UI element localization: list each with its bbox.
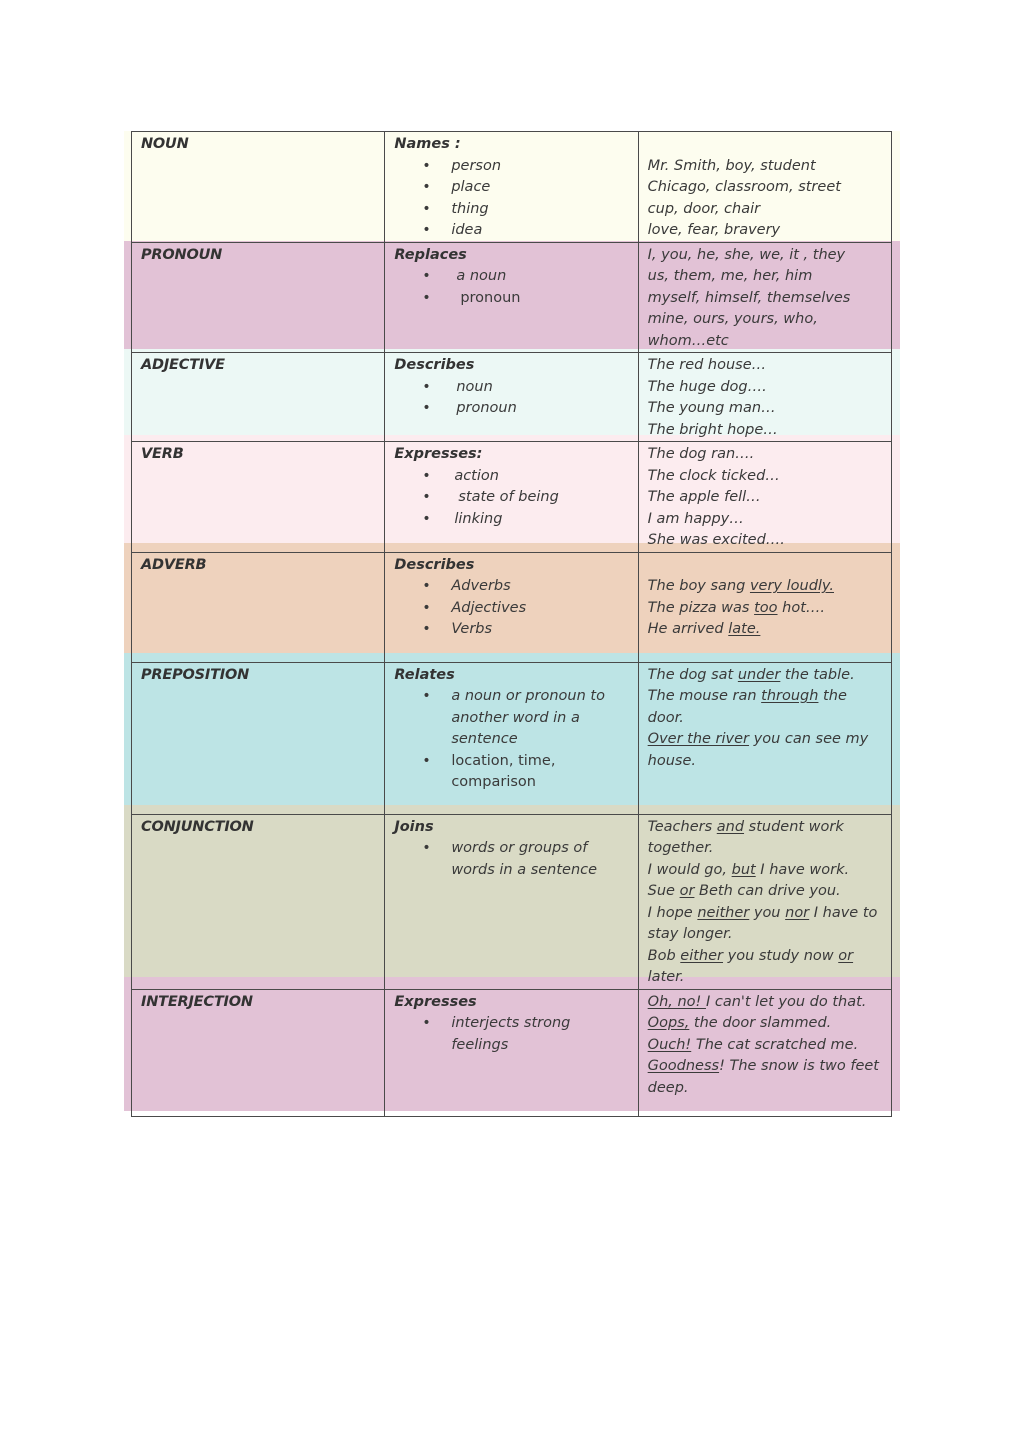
function-cell: [385, 353, 638, 442]
function-cell: [385, 662, 638, 814]
examples-cell: [638, 442, 891, 553]
example-line: us, them, me, her, him: [647, 268, 813, 284]
examples-cell: [638, 814, 891, 989]
list-item: • pronoun: [394, 398, 629, 420]
examples-cell: [638, 662, 891, 814]
example-line: Over the river you can see my house.: [647, 731, 869, 769]
function-list: [394, 466, 629, 531]
example-line: cup, door, chair: [647, 200, 761, 217]
function-cell: [385, 132, 638, 243]
example-line: The clock ticked…: [647, 467, 780, 484]
function-label: Expresses: [394, 993, 477, 1010]
example-line: The bright hope…: [647, 421, 778, 438]
example-line: [648, 555, 883, 577]
list-item: • state of being: [394, 487, 629, 509]
list-item: • a noun: [394, 266, 629, 288]
function-list: [394, 576, 629, 641]
example-line: Ouch! The cat scratched me.: [647, 1036, 859, 1053]
example-line: I am happy…: [647, 510, 744, 527]
example-line: Mr. Smith, boy, student: [647, 157, 816, 174]
list-item: • Verbs: [394, 619, 629, 641]
underlined-word: either: [680, 947, 724, 964]
function-label: Relates: [394, 666, 455, 683]
example-line: myself, himself, themselves: [647, 289, 851, 306]
function-list: [394, 156, 629, 242]
examples-cell: [638, 552, 891, 662]
underlined-word: late.: [728, 621, 761, 637]
list-item: • noun: [394, 377, 629, 399]
underlined-word: nor: [785, 904, 810, 921]
function-list: [394, 377, 629, 420]
part-of-speech-cell: [132, 442, 385, 553]
function-cell: [385, 242, 638, 353]
list-item: • interjects strong feelings: [394, 1013, 629, 1056]
list-item: • idea: [394, 220, 629, 242]
example-line: The young man…: [647, 400, 776, 416]
underlined-word: under: [737, 666, 781, 683]
part-of-speech-cell: [132, 814, 385, 989]
table-row-adverb: [132, 552, 892, 662]
underlined-word: Oh, no!: [647, 993, 706, 1010]
example-line: The boy sang very loudly.: [647, 578, 834, 594]
list-item: • linking: [394, 509, 629, 531]
underlined-word: and: [716, 818, 745, 835]
underlined-word: Oops,: [647, 1015, 690, 1031]
list-item: • pronoun: [394, 288, 629, 310]
example-line: I hope neither you nor I have to stay longer.: [647, 904, 878, 942]
example-line: I, you, he, she, we, it , they: [647, 246, 846, 263]
function-label: Describes: [394, 357, 475, 373]
example-line: love, fear, bravery: [647, 222, 781, 238]
example-line: I would go, but I have work.: [647, 861, 850, 878]
example-line: mine, ours, yours, who,: [647, 311, 818, 327]
example-line: The pizza was too hot….: [647, 599, 825, 616]
function-label: Joins: [394, 818, 434, 835]
part-of-speech-name: CONJUNCTION: [141, 818, 254, 835]
part-of-speech-cell: [132, 132, 385, 243]
example-line: The dog sat under the table.: [647, 666, 855, 683]
example-line: Oops, the door slammed.: [647, 1015, 832, 1031]
table-row-pronoun: [132, 242, 892, 353]
part-of-speech-name: NOUN: [141, 136, 189, 152]
example-line: The dog ran….: [647, 446, 755, 462]
underlined-word: too: [754, 599, 778, 616]
table-row-adjective: [132, 353, 892, 442]
part-of-speech-name: PRONOUN: [141, 246, 223, 263]
example-line: Teachers and student work together.: [647, 818, 844, 856]
part-of-speech-name: PREPOSITION: [141, 666, 250, 683]
list-item: • person: [394, 156, 629, 178]
list-item: • words or groups of words in a sentence: [394, 838, 629, 881]
part-of-speech-cell: [132, 552, 385, 662]
example-line: She was excited….: [647, 532, 785, 548]
example-line: He arrived late.: [647, 621, 761, 637]
example-line: The red house…: [647, 357, 767, 373]
function-list: [394, 266, 629, 309]
part-of-speech-cell: [132, 353, 385, 442]
examples-cell: [638, 132, 891, 243]
part-of-speech-cell: [132, 242, 385, 353]
function-cell: [385, 989, 638, 1116]
underlined-word: very loudly.: [749, 578, 834, 594]
list-item: • Adverbs: [394, 576, 629, 598]
example-line: Goodness! The snow is two feet deep.: [647, 1058, 879, 1096]
table-row-interjection: [132, 989, 892, 1116]
examples-cell: [638, 242, 891, 353]
example-line: whom…etc: [647, 332, 729, 349]
example-line: Sue or Beth can drive you.: [647, 883, 841, 899]
function-list: [394, 686, 629, 794]
underlined-word: or: [679, 883, 695, 899]
underlined-word: Ouch!: [647, 1036, 692, 1053]
example-line: Bob either you study now or later.: [647, 947, 854, 985]
underlined-word: Over the river: [647, 731, 750, 747]
part-of-speech-name: VERB: [141, 446, 184, 462]
part-of-speech-name: INTERJECTION: [141, 993, 253, 1010]
list-item: • Adjectives: [394, 598, 629, 620]
list-item: • action: [394, 466, 629, 488]
function-label: Expresses:: [394, 446, 483, 462]
part-of-speech-name: ADJECTIVE: [141, 357, 225, 373]
list-item: • a noun or pronoun to another word in a sentence: [394, 686, 629, 751]
examples-cell: [638, 989, 891, 1116]
table-row-preposition: [132, 662, 892, 814]
part-of-speech-name: ADVERB: [141, 556, 207, 573]
underlined-word: but: [731, 861, 756, 878]
function-cell: [385, 552, 638, 662]
part-of-speech-cell: [132, 989, 385, 1116]
table-row-noun: [132, 132, 892, 243]
function-list: [394, 838, 629, 881]
function-label: Describes: [394, 556, 475, 573]
underlined-word: or: [838, 947, 854, 964]
parts-of-speech-table: [131, 131, 892, 1117]
function-label: Names :: [394, 136, 461, 152]
table-row-conjunction: [132, 814, 892, 989]
example-line: Chicago, classroom, street: [647, 179, 841, 195]
example-line: The apple fell…: [647, 489, 761, 505]
examples-cell: [638, 353, 891, 442]
underlined-word: neither: [697, 904, 750, 921]
part-of-speech-cell: [132, 662, 385, 814]
example-line: Oh, no! I can't let you do that.: [647, 993, 867, 1010]
function-cell: [385, 442, 638, 553]
underlined-word: Goodness: [647, 1058, 720, 1074]
table-row-verb: [132, 442, 892, 553]
list-item: • thing: [394, 199, 629, 221]
list-item: • location, time, comparison: [394, 751, 629, 794]
example-line: [648, 134, 883, 156]
example-line: The huge dog….: [647, 378, 767, 395]
underlined-word: through: [761, 688, 819, 704]
list-item: • place: [394, 177, 629, 199]
function-label: Replaces: [394, 246, 467, 263]
example-line: The mouse ran through the door.: [647, 688, 847, 726]
function-cell: [385, 814, 638, 989]
function-list: [394, 1013, 629, 1056]
